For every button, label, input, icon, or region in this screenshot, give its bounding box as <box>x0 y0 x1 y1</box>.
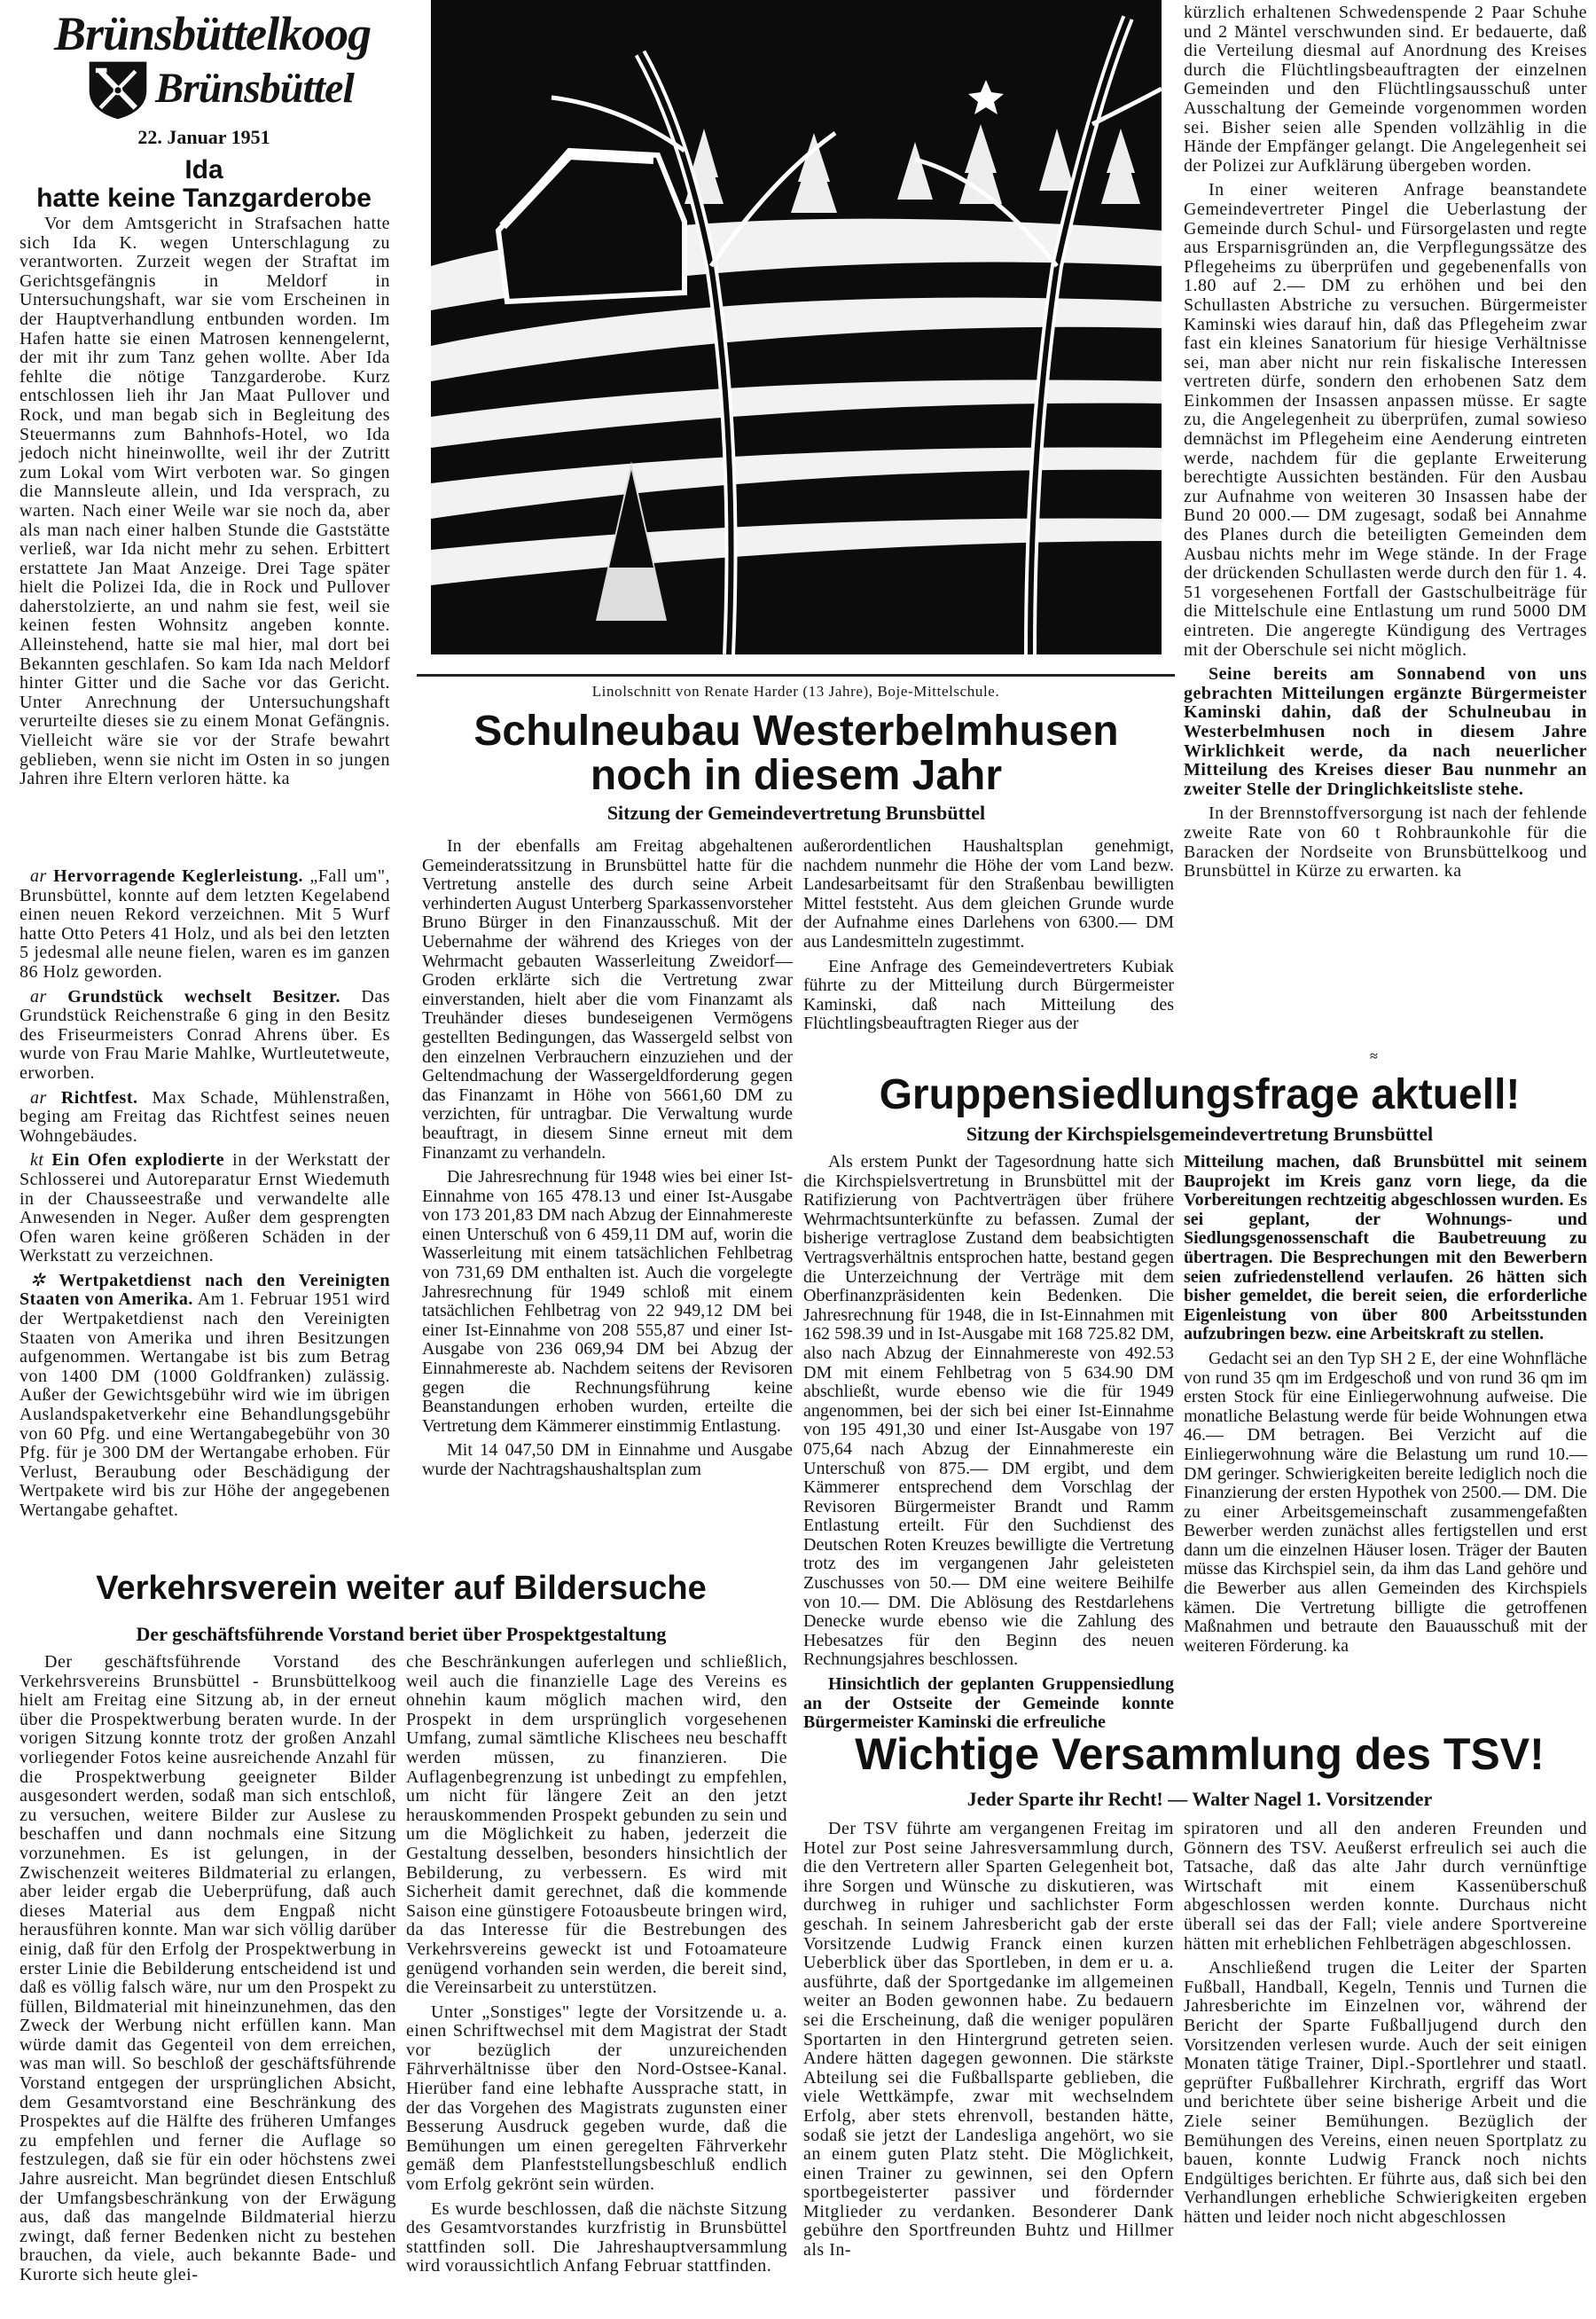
short-news-list <box>20 867 390 1541</box>
paragraph: che Beschränkungen auferlegen und schließlich, weil auch die finanzielle Lage des Vereins es ohnehin kaum möglich machen wird, den Prospekt in dem ursprünglich vorgesehenen Umfang, zumal sämtliche Klischees neu beschafft werden müssen, zu finanzieren. Die Auflagenbegrenzung ist unbedingt zu empfehlen, um nicht für längere Zeit an den jetzt herauskommenden Prospekt gebunden zu sein und um die Möglichkeit zu haben, jederzeit die Gestaltung desselben, besonders hinsichtlich der Bebilderung, zu verbessern. Es wird mit Sicherheit damit gerechnet, daß die kommende Saison eine günstigere Fotoausbeute bringen wird, da das Interesse für die Bestrebungen des Verkehrsvereins geweckt ist und Fotoamateure genügend vorhanden sein werden, die bereit sind, die Vereinsarbeit zu unterstützen. <box>406 1652 787 1998</box>
paragraph: Die Jahresrechnung für 1948 wies bei einer Ist-Einnahme von 165 478.13 und einer Ist-Ausgabe von 173 201,83 DM nach Abzug der Einnahmereste einen Unterschuß von 6 459,11 DM auf, worin die Wasserleitung mit einem tatsächlichen Fehlbetrag von 731,69 DM enthalten ist. Auch die vorgelegte Jahresrechnung für 1949 schloß mit einem tatsächlichen Fehlbetrag von 22 949,12 DM bei einer Ist-Einnahme von 208 555,87 und einer Ist-Ausgabe von 236 069,94 DM bei Abzug der Einnahmereste ab. Nachdem seitens der Revisoren gegen die Rechnungsführung keine Beanstandungen erhoben wurden, erteilte die Vertretung dem Kämmerer einstimmig Entlastung. <box>422 1167 793 1436</box>
news-item <box>20 1272 390 1521</box>
news-author: ar <box>30 866 47 886</box>
schulneubau-headline-line1: Schulneubau Westerbelmhusen <box>473 708 1119 755</box>
linocut-image <box>419 0 1174 661</box>
masthead-line2: Brünsbüttel <box>155 65 354 112</box>
gruppensiedlung-headline: Gruppensiedlungsfrage aktuell! <box>879 1071 1521 1118</box>
paragraph: kürzlich erhaltenen Schwedenspende 2 Paar Schuhe und 2 Mäntel verschwunden sind. Er bedauerte, daß die Verteilung diesmal auf Anordnung des Kreises durch die Flüchtlingsbeauftragten der einzelnen Gemeinden und den Flüchtlingsausschuß unter Ausschaltung der Gemeinde vorgenommen worden sei. Bisher seien alle Spenden vollzählig in die Hände der Empfänger gelangt. Die Angelegenheit sei der Polizei zur Aufklärung übergeben worden. <box>1184 3 1587 176</box>
news-text: Am 1. Februar 1951 wird der Wertpaketdienst nach den Vereinigten Staaten von Amerika und ihren Besitzungen aufgenommen. Wertangabe ist bis zum Betrag von 1400 DM (1000 Goldfranken) zulässig. Außer der Gewichtsgebühr wird wie im übrigen Auslandspaketverkehr eine Behandlungsgebühr von 60 Pfg. und eine Wertangabegebühr von 30 Pfg. für je 300 DM der Wertangabe erhoben. Für Verlust, Beraubung oder Beschädigung der Wertpakete wird bis zur Höhe der angegebenen Wertangabe gehaftet. <box>20 1289 391 1520</box>
coat-of-arms-icon <box>82 59 153 121</box>
paragraph: Unter „Sonstiges" legte der Vorsitzende u. a. einen Schriftwechsel mit dem Magistrat der Stadt vor bezüglich der unzureichenden Fährverhältnisse über den Nord-Ostsee-Kanal. Hierüber fand eine lebhafte Aussprache statt, in der das Vorgehen des Magistrats zugunsten einer Besserung Ausdruck gegeben wurde, daß die Bemühungen um einen geregelten Fährverkehr gemäß dem Planfeststellungsbeschluß endlich vom Erfolg gekrönt sein würden. <box>406 2002 787 2195</box>
paragraph-bold: Hinsichtlich der geplanten Gruppensiedlung an der Ostseite der Gemeinde konnte Bürgermeister Kaminski die erfreuliche <box>803 1674 1174 1733</box>
ida-headline-line2: hatte keine Tanzgarderobe <box>36 183 372 213</box>
divider <box>417 674 1175 677</box>
schulneubau-col2 <box>803 837 1174 1069</box>
news-item <box>20 867 390 983</box>
news-item <box>20 988 390 1084</box>
news-author: ar <box>30 986 47 1007</box>
news-title: Grundstück wechselt Besitzer. <box>67 986 341 1007</box>
gruppensiedlung-col2 <box>1184 1153 1587 1720</box>
masthead-logo <box>49 7 372 121</box>
news-title: Ein Ofen explodierte <box>51 1150 225 1171</box>
paragraph: Als erstem Punkt der Tagesordnung hatte sich die Kirchspielsvertretung in Brunsbüttel mit der Ratifizierung von Pachtverträgen über frühere Wehrmachtsunterkünfte zu befassen. Zumal der bisherige vertraglose Zustand dem beabsichtigten Vertragsverhältnis entsprochen hatte, bestand gegen die Unterzeichnung der Verträge mit dem Oberfinanzpräsidenten kein Bedenken. Die Jahresrechnung für 1948, die in Ist-Einnahmen mit 162 598.39 und in Ist-Ausgabe mit 168 725.82 DM, also nach Abzug der Einnahmereste von 492.53 DM mit einem Fehlbetrag von 5 634.90 DM abschließt, wurde ebenso wie die für 1949 angenommen, bei der sich bei einer Ist-Einnahme von 195 491,30 und einer Ist-Ausgabe von 197 075,64 nach Abzug der Einnahmereste ein Unterschuß von 875.— DM ergibt, und dem Kämmerer entsprechend dem Vorschlag der Revisoren Bürgermeister Brandt und Ramm Entlastung erteilt. Für den Suchdienst des Deutschen Roten Kreuzes bewilligte die Vertretung trotz des im vergangenen Jahr geleisteten Zuschusses von 50.— DM eine weitere Beihilfe von 10.— DM. Die Ablösung des Restdarlehens Denecke wurde ebenso wie die Zahlung des Hebesatzes für den Beginn des neuen Rechnungsjahres beschlossen. <box>803 1152 1174 1670</box>
paragraph: In der Brennstoffversorgung ist nach der fehlende zweite Rate von 60 t Rohbraunkohle für die Baracken der Nordseite von Brunsbüttelkoog und Brunsbüttel in Kürze zu erwarten. ka <box>1184 803 1587 881</box>
tsv-col1 <box>803 1820 1174 2318</box>
paragraph: Der TSV führte am vergangenen Freitag im Hotel zur Post seine Jahresversammlung durch, die den Vertretern aller Sparten Gelegenheit bot, ihre Sorgen und Wünsche zu diskutieren, was durchweg in ruhiger und sachlichster Form geschah. In seinem Jahresbericht gab der erste Vorsitzende Ludwig Franck einen kurzen Ueberblick über das Sportleben, in dem er u. a. ausführte, daß der Sportgedanke im allgemeinen weiter an Boden gewonnen habe. Zu bedauern sei die Erscheinung, daß die weniger populären Sportarten in den Hintergrund getreten seien. Andere hätten dagegen gewonnen. Die stärkste Abteilung sei die Fußballsparte geblieben, die viele Wettkämpfe, zwar mit wechselndem Erfolg, aber stets ehrenvoll, bestanden hätte, sodaß sie jetzt der Landesliga angehört, wo sie an einem guten Platz steht. Die Möglichkeit, einen Trainer zu gewinnen, sei den Opfern sportbegeisterter passiver und fördernder Mitglieder zu verdanken. Besonderer Dank gebühre den Sportfreunden Buhtz und Hillmer als In- <box>803 1819 1174 2260</box>
news-text: „Fall um", Brunsbüttel, konnte auf dem letzten Kegelabend einen neuen Rekord verzeichnen. Mit 5 Wurf hatte Otto Peters 41 Holz, und als bei den letzten 5 jedesmal alle neune fielen, waren es im ganzen 86 Holz geworden. <box>20 866 390 982</box>
issue-date: 22. Januar 1951 <box>137 126 270 148</box>
linocut-caption: Linolschnitt von Renate Harder (13 Jahre), Boje-Mittelschule. <box>591 683 1000 700</box>
gruppensiedlung-col1 <box>803 1152 1174 1733</box>
schulneubau-headline <box>419 709 1174 799</box>
news-title: Wertpaketdienst nach den Vereinigten Staaten von Amerika. <box>20 1270 391 1310</box>
news-item <box>20 1151 390 1266</box>
paragraph: Es wurde beschlossen, daß die nächste Sitzung des Gesamtvorstandes kurzfristig in Brunsbüttel stattfinden soll. Die Jahreshauptversammlung wird voraussichtlich Anfang Februar stattfinden. <box>406 2198 787 2276</box>
news-text: Das Grundstück Reichenstraße 6 ging in den Besitz des Friseurmeisters Conrad Ahrens über. Es wurde von Frau Marie Mahlke, Wurtleutetweute, erworben. <box>20 986 391 1083</box>
schulneubau-headline-line2: noch in diesem Jahr <box>590 752 1003 800</box>
masthead-line1: Brünsbüttelkoog <box>54 7 372 60</box>
paragraph: In einer weiteren Anfrage beanstandete Gemeindevertreter Pingel die Ueberlastung der Gemeinde durch Schul- und Fürsorgelasten und regte aus Ersparnisgründen an, die Verpflegungssätze des Pflegeheims zu überprüfen und gegebenenfalls von 1.80 auf 2.— DM zu erhöhen und bei den Schullasten Abstriche zu versuchen. Bürgermeister Kaminski wies darauf hin, daß das Pflegeheim zwar fast ein kleines Sanatorium für hiesige Verhältnisse sei, man aber nicht nur rein fiskalische Interessen vertreten dürfe, sondern den erhobenen Satz dem Einkommen der Insassen anpassen müsse. Er sagte zu, die Angelegenheit zu überprüfen, zumal sowieso demnächst im Pflegeheim eine Aenderung eintreten werde, nachdem für die geplante Erweiterung berechtigte Aussichten beständen. Für den Ausbau zur Aufnahme von weiteren 30 Insassen habe der Bund 20 000.— DM zugesagt, sodaß bei Annahme des Planes durch die beteiligten Gemeinden dem Ausbau nichts mehr im Wege stände. In der Frage der drückenden Schullasten werde durch den für 1. 4. 51 vorgesehenen Fortfall der Gastschulbeiträge für die Mittelschule eine Entlastung um rund 5000 DM eintreten. Die angeregte Kündigung des Vertrages mit der Oberschule sei nicht möglich. <box>1184 180 1587 660</box>
right-column-article <box>1184 4 1587 1046</box>
news-title: Hervorragende Keglerleistung. <box>53 866 304 886</box>
paragraph: In der ebenfalls am Freitag abgehaltenen Gemeinderatssitzung in Brunsbüttel hatte für die Vertretung anstelle des durch seine Arbeit verhinderten August Unterberg Sparkassenvorsteher Bruno Bürger in den Finanzausschuß. Mit der Uebernahme der während des Krieges von der Wehrmacht gebauten Wasserleitung Zweidorf—Groden erklärte sich die Vertretung zwar einverstanden, hielt aber die vom Finanzamt als Treuhänder dieses bundeseigenen Vermögens gestellten Bedingungen, das Wassergeld selbst von den einzelnen Verbrauchern einzuziehen und der Geltendmachung der Wassergeldforderung gegen das Finanzamt in Höhe von 5661,60 DM zu verzichten, für untragbar. Die Verwaltung wurde beauftragt, in diesem Sinne erneut mit dem Finanzamt zu verhandeln. <box>422 836 793 1163</box>
gruppensiedlung-subtitle: Sitzung der Kirchspielsgemeindevertretung Brunsbüttel <box>966 1123 1434 1145</box>
news-title: Richtfest. <box>60 1087 138 1108</box>
paragraph: Gedacht sei an den Typ SH 2 E, der eine Wohnfläche von rund 35 qm im Erdgeschoß und von rund 36 qm im ersten Stock für eine Einliegerwohnung aufweise. Die monatliche Belastung werde für beide Wohnungen etwa 46.— DM betragen. Bei Verzicht auf die Einliegerwohnung wäre die Belastung um rund 10.— DM geringer. Schwierigkeiten bereite lediglich noch die Finanzierung der ersten Hypothek von 2500.— DM. Die zu einer Arbeitsgemeinschaft zusammengefaßten Bewerber werden zunächst alles fertigstellen und erst dann um die einzelnen Häuser losen. Träger der Bauten müsse das Kirchspiel sein, da ihm das Land gehöre und die Bewerber aus allen Gemeinden des Kirchspiels kämen. Die Vertretung billigte die getroffenen Maßnahmen und betraute den Bauausschuß mit der weiteren Förderung. ka <box>1184 1348 1587 1656</box>
separator-mark: ≈ <box>1370 1049 1378 1064</box>
news-author: ar <box>30 1087 47 1108</box>
paragraph-bold: Seine bereits am Sonnabend von uns gebrachten Mitteilungen ergänzte Bürgermeister Kaminski dahin, daß der Schulneubau in Westerbelmhusen noch in diesem Jahre Wirklichkeit werde, da nach neuerlicher Mitteilung des Kreises dieser Bau nunmehr an zweiter Stelle der Dringlichkeitsliste stehe. <box>1184 664 1587 799</box>
paragraph: außerordentlichen Haushaltsplan genehmigt, nachdem nunmehr die Höhe der vom Land bezw. Landesarbeitsamt für den Straßenbau bewilligten Mittel feststeht. Aus dem gleichen Grunde wurde der Aufnahme eines Darlehens von 6300.— DM aus Landesmitteln zugestimmt. <box>803 836 1174 952</box>
paragraph: spiratoren und all den anderen Freunden und Gönnern des TSV. Aeußerst erfreulich sei auch die Tatsache, daß das alte Jahr durch vernünftige Wirtschaft mit einem Kassenüberschuß abgeschlossen werden konnte. Durchaus nicht überall sei das der Fall; viele andere Sportvereine hätten mit erheblichen Fehlbeträgen abgeschlossen. <box>1184 1819 1587 1954</box>
news-author: ✲ <box>30 1270 46 1290</box>
tsv-subtitle: Jeder Sparte ihr Recht! — Walter Nagel 1. Vorsitzender <box>966 1788 1433 1810</box>
news-text: Max Schade, Mühlenstraßen, beging am Freitag das Richtfest seines neuen Wohngebäudes. <box>20 1087 391 1146</box>
news-author: kt <box>30 1150 44 1171</box>
paragraph: Eine Anfrage des Gemeindevertreters Kubiak führte zu der Mitteilung durch Bürgermeister Kaminski, daß nach Mitteilung des Flüchtlingsbeauftragten Rieger aus der <box>803 956 1174 1034</box>
verkehrsverein-subtitle: Der geschäftsführende Vorstand beriet über Prospektgestaltung <box>136 1623 667 1645</box>
paragraph: Anschließend trugen die Leiter der Sparten Fußball, Handball, Kegeln, Tennis und Turnen die Jahresberichte im Einzelnen vor, während der Bericht der Sparte Fußballjugend durch den Vorsitzenden verlesen wurde. Auch der seit einigen Monaten tätige Trainer, Dipl.-Sportlehrer und staatl. geprüfter Fußballehrer Kirchrath, ergriff das Wort und berichtete über seine bisherige Arbeit und die Ziele seiner Bemühungen. Bezüglich der Bemühungen des Vereins, einen neuen Sportplatz zu bauen, konnte Ludwig Franck noch nichts Endgültiges berichten. Er führte aus, daß sich bei den Verhandlungen erhebliche Schwierigkeiten ergeben hätten und leider noch nicht abgeschlossen <box>1184 1958 1587 2227</box>
ida-headline <box>0 156 408 212</box>
verkehrsverein-col1 <box>20 1653 396 2318</box>
verkehrsverein-headline: Verkehrsverein weiter auf Bildersuche <box>96 1570 707 1607</box>
schulneubau-col1 <box>422 837 793 1566</box>
ida-headline-line1: Ida <box>184 155 223 184</box>
verkehrsverein-col2 <box>406 1653 787 2318</box>
paragraph: Mit 14 047,50 DM in Einnahme und Ausgabe wurde der Nachtragshaushaltsplan zum <box>422 1440 793 1479</box>
tsv-col2 <box>1184 1820 1587 2318</box>
news-text: in der Werkstatt der Schlosserei und Autoreparatur Ernst Wiedemuth in der Chausseestraße und verwandelte alle Anwesenden in Neger. Außer dem gesprengten Ofen waren keine größeren Schäden in der Werkstatt zu verzeichnen. <box>20 1150 390 1266</box>
paragraph: Vor dem Amtsgericht in Strafsachen hatte sich Ida K. wegen Unterschlagung zu verantworten. Zurzeit wegen der Straftat im Gerichtsgefängnis in Meldorf in Untersuchungshaft, war sie vom Erscheinen in der Hauptverhandlung entbunden worden. Im Hafen hatte sie einen Matrosen kennengelernt, der mit ihr zum Tanz gehen wollte. Aber Ida fehlte die nötige Tanzgarderobe. Kurz entschlossen lieh ihr Jan Maat Pullover und Rock, und man begab sich in Begleitung des Steuermanns zum Bahnhofs-Hotel, wo Ida jedoch nicht hineinwollte, weil ihr der Zutritt zum Lokal vom Wirt verboten war. So gingen die Mannsleute allein, und Ida versprach, zu warten. Nach einer Weile war sie noch da, aber als man nach einer halben Stunde die Gaststätte verließ, war Ida nicht mehr zu sehen. Erbittert erstattete Jan Maat Anzeige. Drei Tage später hielt die Polizei Ida, die in Rock und Pullover daherstolzierte, an und nahm sie fest, weil sie keinen festen Wohnsitz angeben konnte. Alleinstehend, hatte sie mal hier, mal dort bei Bekannten geschlafen. So kam Ida nach Meldorf hinter Gitter und die Sache vor das Gericht. Unter Anrechnung der Untersuchungshaft verurteilte dieses sie zu einem Monat Gefängnis. Vielleicht wäre sie vor der Strafe bewahrt geblieben, wenn sie nicht im Osten in so jungen Jahren ihre Eltern verloren hätte. ka <box>20 214 390 789</box>
paragraph: Der geschäftsführende Vorstand des Verkehrsvereins Brunsbüttel - Brunsbüttelkoog hielt am Freitag eine Sitzung ab, in der erneut über die Prospektwerbung beraten wurde. In der vorigen Sitzung konnte trotz der großen Anzahl vorliegender Fotos keine ausreichende Anzahl für die Prospektwerbung geeigneter Bilder ausgesondert werden, sodaß man sich entschloß, zu versuchen, weitere Bilder zur Auslese zu beschaffen und dann nochmals eine Sitzung vorzunehmen. Es ist gelungen, in der Zwischenzeit weiteres Bildmaterial zu erlangen, aber leider ergab die Ueberprüfung, daß auch dieses Material aus dem Engpaß nicht herausführen konnte. Man war sich völlig darüber einig, daß für den Erfolg der Prospektwerbung in erster Linie die Bebilderung entscheidend ist und daß es völlig falsch wäre, nur um den Prospekt zu füllen, Bildmaterial mit hineinzunehmen, das den Zweck der Werbung nicht erfüllen kann. Man würde damit das Gegenteil von dem erreichen, was man will. So beschloß der geschäftsführende Vorstand entgegen der ursprünglichen Absicht, dem Gesamtvorstand eine Beschränkung des Prospektes auf die Hälfte des früheren Umfanges zu empfehlen und ferner die Auflage so festzulegen, daß sie für ein oder höchstens zwei Jahre ausreicht. Man begründet diesen Entschluß der Umfangsbeschränkung von der Erwägung aus, daß das mangelnde Bildmaterial hierzu zwingt, daß ferner Bedenken nicht zu bestehen brauchen, da viele, auch bekannte Bade- und Kurorte sich heute glei- <box>20 1652 396 2284</box>
schulneubau-subtitle: Sitzung der Gemeindevertretung Brunsbüttel <box>606 802 986 824</box>
paragraph-bold: Mitteilung machen, daß Brunsbüttel mit seinem Bauprojekt im Kreis ganz vorn liege, da die Vorbereitungen rechtzeitig abgeschlossen wurden. Es sei geplant, der Wohnungs- und Siedlungsgenossenschaft die Baubetreuung zu übertragen. Die Besprechungen mit den Bewerbern seien zufriedenstellend verlaufen. 26 hätten sich bisher gemeldet, die bereit seien, die erforderliche Eigenleistung von über 800 Arbeitsstunden aufzubringen bezw. eine Arbeitskraft zu stellen. <box>1184 1152 1587 1344</box>
news-item <box>20 1089 390 1147</box>
ida-article-body <box>20 215 390 836</box>
tsv-headline: Wichtige Versammlung des TSV! <box>855 1729 1545 1779</box>
